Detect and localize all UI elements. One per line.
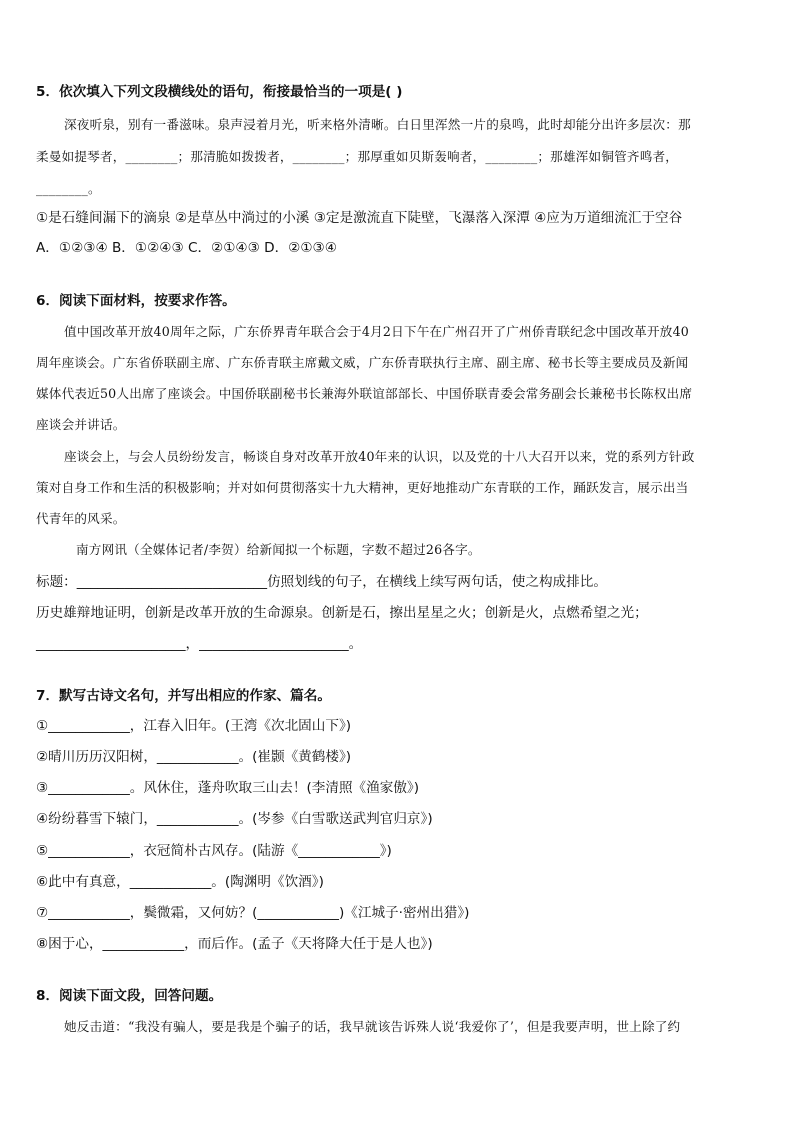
q5-title: 5．依次填入下列文段横线处的语句，衔接最恰当的一项是( ) <box>36 84 403 100</box>
q7-title: 7．默写古诗文名句，并写出相应的作家、篇名。 <box>36 688 331 704</box>
q7-item-6: ⑥此中有真意，____________。(陶渊明《饮酒》) <box>36 874 324 890</box>
q5-passage-line-3: ________。 <box>36 181 101 196</box>
q6-para2-line-3: 代青年的风采。 <box>36 511 126 526</box>
q7-item-4: ④纷纷暮雪下辕门，____________。(岑参《白雪歌送武判官归京》) <box>36 811 433 827</box>
q7-item-8: ⑧困于心，____________，而后作。(孟子《天将降大任于是人也》) <box>36 936 433 952</box>
q6-para1-line-1: 值中国改革开放40周年之际，广东侨界青年联合会于4月2日下午在广州召开了广州侨青联纪念中国改革开放40 <box>64 324 689 339</box>
q6-para1-line-3: 媒体代表近50人出席了座谈会。中国侨联副秘书长兼海外联谊部部长、中国侨联青委会常务副会长兼秘书长陈权出席 <box>36 386 693 401</box>
q7-item-7: ⑦____________，鬓微霜，又何妨？(____________)《江城子·密州出猎》) <box>36 905 470 921</box>
q5-passage-line-1: 深夜听泉，别有一番滋味。泉声浸着月光，听来格外清晰。白日里浑然一片的泉鸣，此时却能分出许多层次：那 <box>64 117 691 132</box>
q6-source: 南方网讯（全媒体记者/李贺）给新闻拟一个标题，字数不超过26各字。 <box>76 542 481 557</box>
q5-choices: A．①②③④ B．①②④③ C．②①④③ D．②①③④ <box>36 240 337 256</box>
q6-history-line: 历史雄辩地证明，创新是改革开放的生命源泉。创新是石，擦出星星之火；创新是火，点燃希望之光； <box>36 605 648 621</box>
q6-blank-line: ______________________，______________________。 <box>36 636 363 652</box>
q7-item-2: ②晴川历历汉阳树，____________。(崔颢《黄鹤楼》) <box>36 749 352 765</box>
q6-para1-line-4: 座谈会并讲话。 <box>36 417 126 432</box>
q7-item-1: ①____________，江春入旧年。(王湾《次北固山下》) <box>36 718 352 734</box>
q7-item-3: ③____________。风休住，蓬舟吹取三山去！(李清照《渔家傲》) <box>36 780 420 796</box>
q6-para2-line-2: 策对自身工作和生活的积极影响；并对如何贯彻落实十九大精神，更好地推动广东青联的工作，踊跃发言，展示出当 <box>36 480 689 495</box>
q8-title: 8．阅读下面文段，回答问题。 <box>36 988 223 1004</box>
q8-first-line: 她反击道：“我没有骗人，要是我是个骗子的话，我早就该告诉殊人说‘我爱你了’，但是我要声明，世上除了约 <box>64 1019 681 1034</box>
q6-title-line: 标题：____________________________仿照划线的句子，在横线上续写两句话，使之构成排比。 <box>36 574 607 590</box>
q6-para2-line-1: 座谈会上，与会人员纷纷发言，畅谈自身对改革开放40年来的认识，以及党的十八大召开以来，党的系列方针政 <box>64 449 695 464</box>
q6-title: 6．阅读下面材料，按要求作答。 <box>36 293 236 309</box>
q6-para1-line-2: 周年座谈会。广东省侨联副主席、广东侨青联主席戴文威，广东侨青联执行主席、副主席、秘书长等主要成员及新闻 <box>36 355 689 370</box>
q5-passage-line-2: 柔曼如提琴者，________；那清脆如拨拨者，________；那厚重如贝斯轰响者，________；那雄浑如铜管齐鸣者， <box>36 149 679 164</box>
q7-item-5: ⑤____________，衣冠简朴古风存。(陆游《____________》) <box>36 843 392 859</box>
q5-options: ①是石缝间漏下的滴泉 ②是草丛中淌过的小溪 ③定是激流直下陡壁，飞瀑落入深潭 ④应为万道细流汇于空谷 <box>36 210 683 226</box>
